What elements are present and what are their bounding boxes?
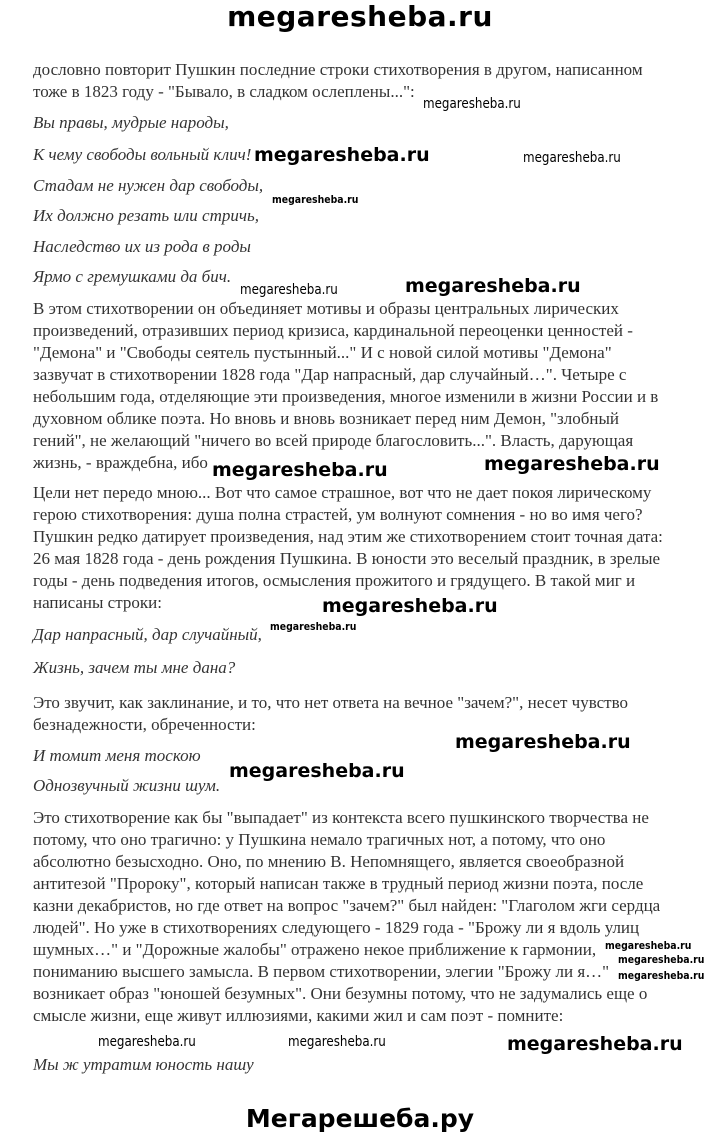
text-line: 26 мая 1828 года - день рождения Пушкина. В юности это веселый праздник, в зрелые <box>33 549 661 568</box>
watermark: megaresheba.ru <box>288 1034 386 1050</box>
text-line: годы - день подведения итогов, осмысления прожитого и грядущего. В такой миг и <box>33 571 636 590</box>
watermark: megaresheba.ru <box>240 282 338 298</box>
poem-line: Дар напрасный, дар случайный, <box>33 625 262 644</box>
poem-line: Их должно резать или стричь, <box>33 206 259 225</box>
site-footer: Мегарешеба.ру <box>245 1104 475 1133</box>
text-line: возникает образ "юношей безумных". Они безумны потому, что не задумались еще о <box>33 984 648 1003</box>
watermark: megaresheba.ru <box>270 620 357 633</box>
text-line: пониманию высшего замысла. В первом стихотворении, элегии "Брожу ли я…" <box>33 962 610 981</box>
text-line: безнадежности, обреченности: <box>33 715 256 734</box>
text-line: потому, что оно трагично: у Пушкина немало трагичных нот, а потому, что оно <box>33 830 606 849</box>
watermark: megaresheba.ru <box>254 144 430 166</box>
text-line: Цели нет передо мною... Вот что самое страшное, вот что не дает покоя лирическому <box>33 483 652 502</box>
text-line: герою стихотворения: душа полна страстей, ум волнуют сомнения - но во имя чего? <box>33 505 643 524</box>
text-line: антитезой "Пророку", который написан также в трудный период жизни поэта, после <box>33 874 644 893</box>
watermark: megaresheba.ru <box>322 595 498 617</box>
poem-line: Наследство их из рода в роды <box>33 237 251 256</box>
watermark: megaresheba.ru <box>484 453 660 475</box>
watermark: megaresheba.ru <box>423 96 521 112</box>
text-line: шумных…" и "Дорожные жалобы" отражено некое приближение к гармонии, <box>33 940 597 959</box>
text-line: Это стихотворение как бы "выпадает" из контекста всего пушкинского творчества не <box>33 808 649 827</box>
watermark: megaresheba.ru <box>618 969 705 982</box>
poem-line: Мы ж утратим юность нашу <box>33 1055 254 1074</box>
watermark: megaresheba.ru <box>605 939 692 952</box>
poem-line: Стадам не нужен дар свободы, <box>33 176 264 195</box>
text-line: Пушкин редко датирует произведения, над этим же стихотворением стоит точная дата: <box>33 527 663 546</box>
text-line: "Демона" и "Свободы сеятель пустынный..." И с новой силой мотивы "Демона" <box>33 343 612 362</box>
text-line: Это звучит, как заклинание, и то, что нет ответа на вечное "зачем?", несет чувство <box>33 693 629 712</box>
text-line: гений", не желающий "ничего во всей природе благословить...". Власть, дарующая <box>33 431 634 450</box>
text-line: духовном облике поэта. Но вновь и вновь возникает перед ним Демон, "злобный <box>33 409 619 428</box>
poem-line: Однозвучный жизни шум. <box>33 776 221 795</box>
text-line: небольшим года, отделяющие эти произведения, многое изменили в жизни России и в <box>33 387 659 406</box>
watermark: megaresheba.ru <box>272 193 359 206</box>
poem-line: Ярмо с гремушками да бич. <box>33 267 232 286</box>
poem-line: Вы правы, мудрые народы, <box>33 113 229 132</box>
watermark: megaresheba.ru <box>98 1034 196 1050</box>
text-line: написаны строки: <box>33 593 162 612</box>
poem-line: Жизнь, зачем ты мне дана? <box>33 658 236 677</box>
text-line: людей". Но уже в стихотворениях следующего - 1829 года - "Брожу ли я вдоль улиц <box>33 918 640 937</box>
text-line: тоже в 1823 году - "Бывало, в сладком ослеплены...": <box>33 82 415 101</box>
text-line: дословно повторит Пушкин последние строки стихотворения в другом, написанном <box>33 60 643 79</box>
site-header: megaresheba.ru <box>227 0 493 33</box>
text-line: зазвучат в стихотворении 1828 года "Дар напрасный, дар случайный…". Четыре с <box>33 365 627 384</box>
watermark: megaresheba.ru <box>229 760 405 782</box>
text-line: жизнь, - враждебна, ибо <box>33 453 208 472</box>
poem-line: К чему свободы вольный клич! <box>33 145 252 164</box>
watermark: megaresheba.ru <box>212 459 388 481</box>
text-line: В этом стихотворении он объединяет мотивы и образы центральных лирических <box>33 299 619 318</box>
watermark: megaresheba.ru <box>523 150 621 166</box>
text-line: абсолютно безысходно. Оно, по мнению В. Непомнящего, является своеобразной <box>33 852 625 871</box>
watermark: megaresheba.ru <box>507 1033 683 1055</box>
watermark: megaresheba.ru <box>618 953 705 966</box>
text-line: казни декабристов, но где ответ на вопрос "зачем?" был найден: "Глаголом жги сердца <box>33 896 661 915</box>
watermark: megaresheba.ru <box>455 731 631 753</box>
text-line: произведений, отразивших период кризиса, кардинальной переоценки ценностей - <box>33 321 633 340</box>
poem-line: И томит меня тоскою <box>33 746 201 765</box>
watermark: megaresheba.ru <box>405 275 581 297</box>
text-line: смысле жизни, еще живут иллюзиями, какими жил и сам поэт - помните: <box>33 1006 564 1025</box>
